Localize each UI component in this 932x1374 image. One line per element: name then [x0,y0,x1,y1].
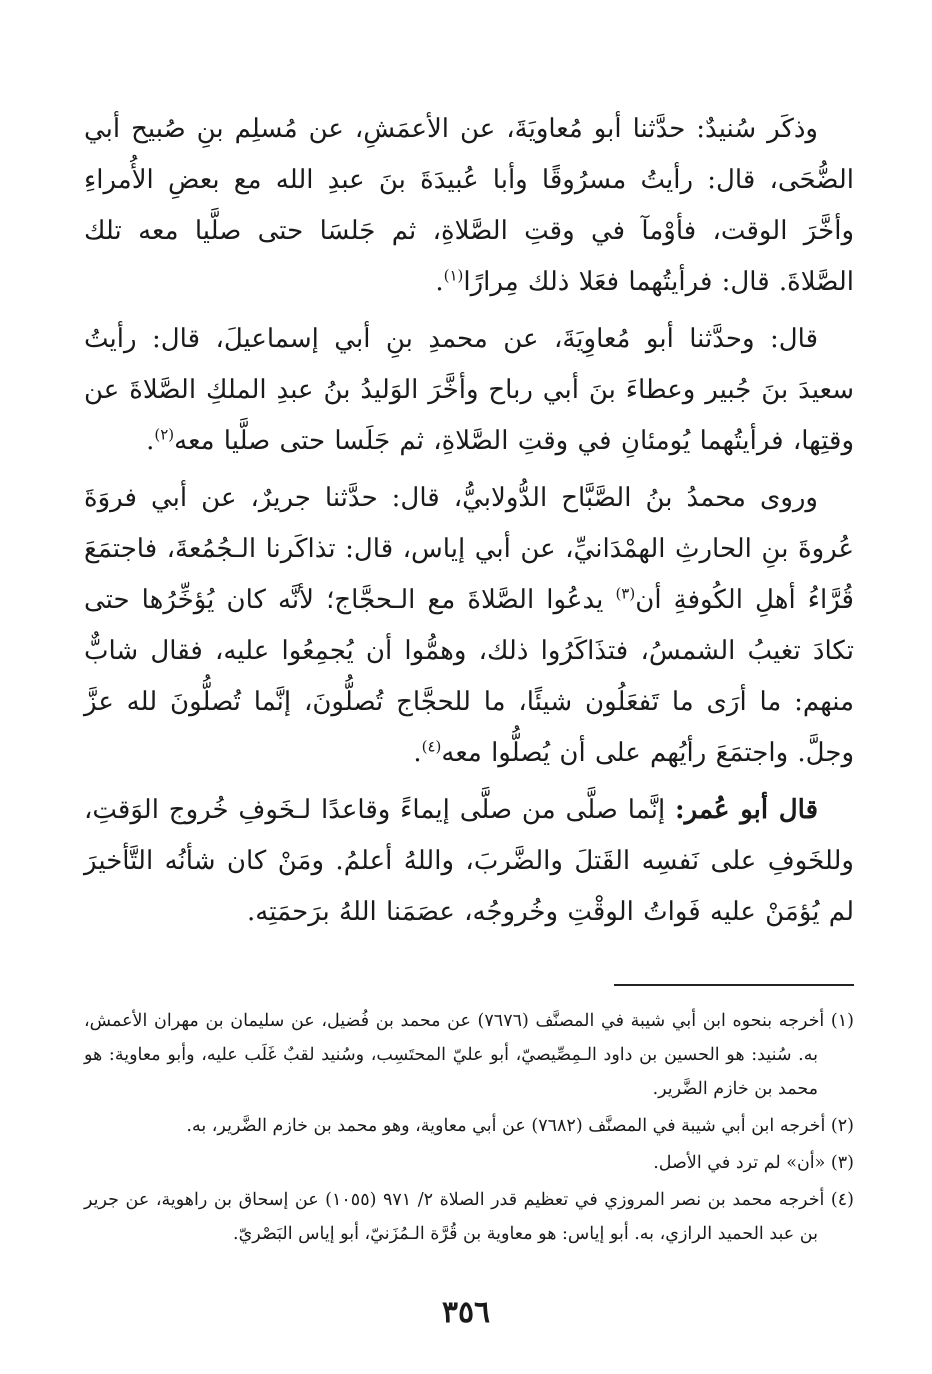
paragraph-2 [84,314,854,467]
page-number: ٣٥٦ [441,1295,491,1330]
paragraph-tail: . [146,426,155,456]
footnote-1: (١) أخرجه بنحوه ابن أبي شيبة في المصنَّف (٧٦٧٦) عن محمد بن فُضيل، عن سليمان بن مهران الأعمش، به. سُنيد: هو الحسين بن داود الـمِصِّيصيّ، أبو عليّ المحتَسِب، وسُنيد لقبٌ غَلَب عليه، وأبو معاوية: هو محمد بن خازم الضَّرير. [84,1011,854,1099]
paragraph-tail: . [435,267,444,297]
paragraph-text: إنَّما صلَّى من صلَّى إيماءً وقاعدًا لـخَوفِ خُروج الوَقتِ، وللخَوفِ على نَفسِه القَتلَ والضَّربَ، واللهُ أعلمُ. ومَنْ كان شأنُه التَّأخيرَ لم يُؤمَنْ عليه فَواتُ الوقْتِ وخُروجُه، عصَمَنا اللهُ برَحمَتِه. [84,795,854,927]
paragraph-1 [84,104,854,308]
paragraph-tail: . [413,738,422,768]
paragraph-3 [84,473,854,779]
paragraph-text-cont: يدعُوا الصَّلاةَ مع الـحجَّاج؛ لأنَّه كان يُؤخِّرُها حتى تكادَ تغيبُ الشمسُ، فتذَاكَرُوا ذلك، وهمُّوا أن يُجمِعُوا عليه، فقال شابٌّ منهم: ما أرَى ما تَفعَلُون شيئًا، ما للحجَّاج تُصلُّونَ، إنَّما تُصلُّونَ لله عزَّ وجلَّ. واجتمَعَ رأيُهم على أن يُصلُّوا معه [84,585,854,768]
speaker-label: قال أبو عُمر: [675,795,818,825]
footnote-ref[interactable]: (٢) [154,425,175,444]
footnote-ref[interactable]: (١) [443,266,464,285]
footnote-separator [614,984,854,986]
footnotes [84,1004,854,1254]
footnote-4: (٤) أخرجه محمد بن نصر المروزي في تعظيم قدر الصلاة ٢/ ٩٧١ (١٠٥٥) عن إسحاق بن راهوية، عن جرير بن عبد الحميد الرازي، به. أبو إياس: هو معاوية بن قُرَّة الـمُزَنيّ، أبو إياس البَصْريّ. [84,1190,854,1244]
paragraph-text: وذكَر سُنيدٌ: حدَّثنا أبو مُعاويَةَ، عن الأعمَشِ، عن مُسلِم بنِ صُبيح أبي الضُّحَى، قال: رأيتُ مسرُوقًا وأبا عُبيدَةَ بنَ عبدِ الله مع بعضِ الأُمراءِ وأخَّرَ الوقت، فأوْمآ في وقتِ الصَّلاةِ، ثم جَلسَا حتى صلَّيا معه تلك الصَّلاةَ. قال: فرأيتُهما فعَلا ذلك مِرارًا [84,114,854,297]
paragraph-4 [84,785,854,938]
paragraph-text: قال: وحدَّثنا أبو مُعاوِيَةَ، عن محمدِ بنِ أبي إسماعيلَ، قال: رأيتُ سعيدَ بنَ جُبير وعطاءَ بنَ أبي رباح وأخَّرَ الوَليدُ بنُ عبدِ الملكِ الصَّلاةَ عن وقتِها، فرأيتُهما يُومئانِ في وقتِ الصَّلاةِ، ثم جَلَسا حتى صلَّيا معه [84,324,854,456]
main-text [84,104,854,944]
footnote-2: (٢) أخرجه ابن أبي شيبة في المصنَّف (٧٦٨٢) عن أبي معاوية، وهو محمد بن خازم الضَّرير، به. [186,1116,854,1136]
paragraph-text: وروى محمدُ بنُ الصَّبَّاح الدُّولابيُّ، قال: حدَّثنا جريرٌ، عن أبي فروَةَ عُروةَ بنِ الحارثِ الهمْدَانيِّ، عن أبي إياس، قال: تذاكَرنا الـجُمُعةَ، فاجتمَعَ قُرَّاءُ أهلِ الكُوفةِ أن [84,483,855,615]
footnote-ref[interactable]: (٣) [615,584,636,603]
footnote-3: (٣) «أن» لم ترد في الأصل. [653,1153,854,1173]
footnote-ref[interactable]: (٤) [421,737,442,756]
